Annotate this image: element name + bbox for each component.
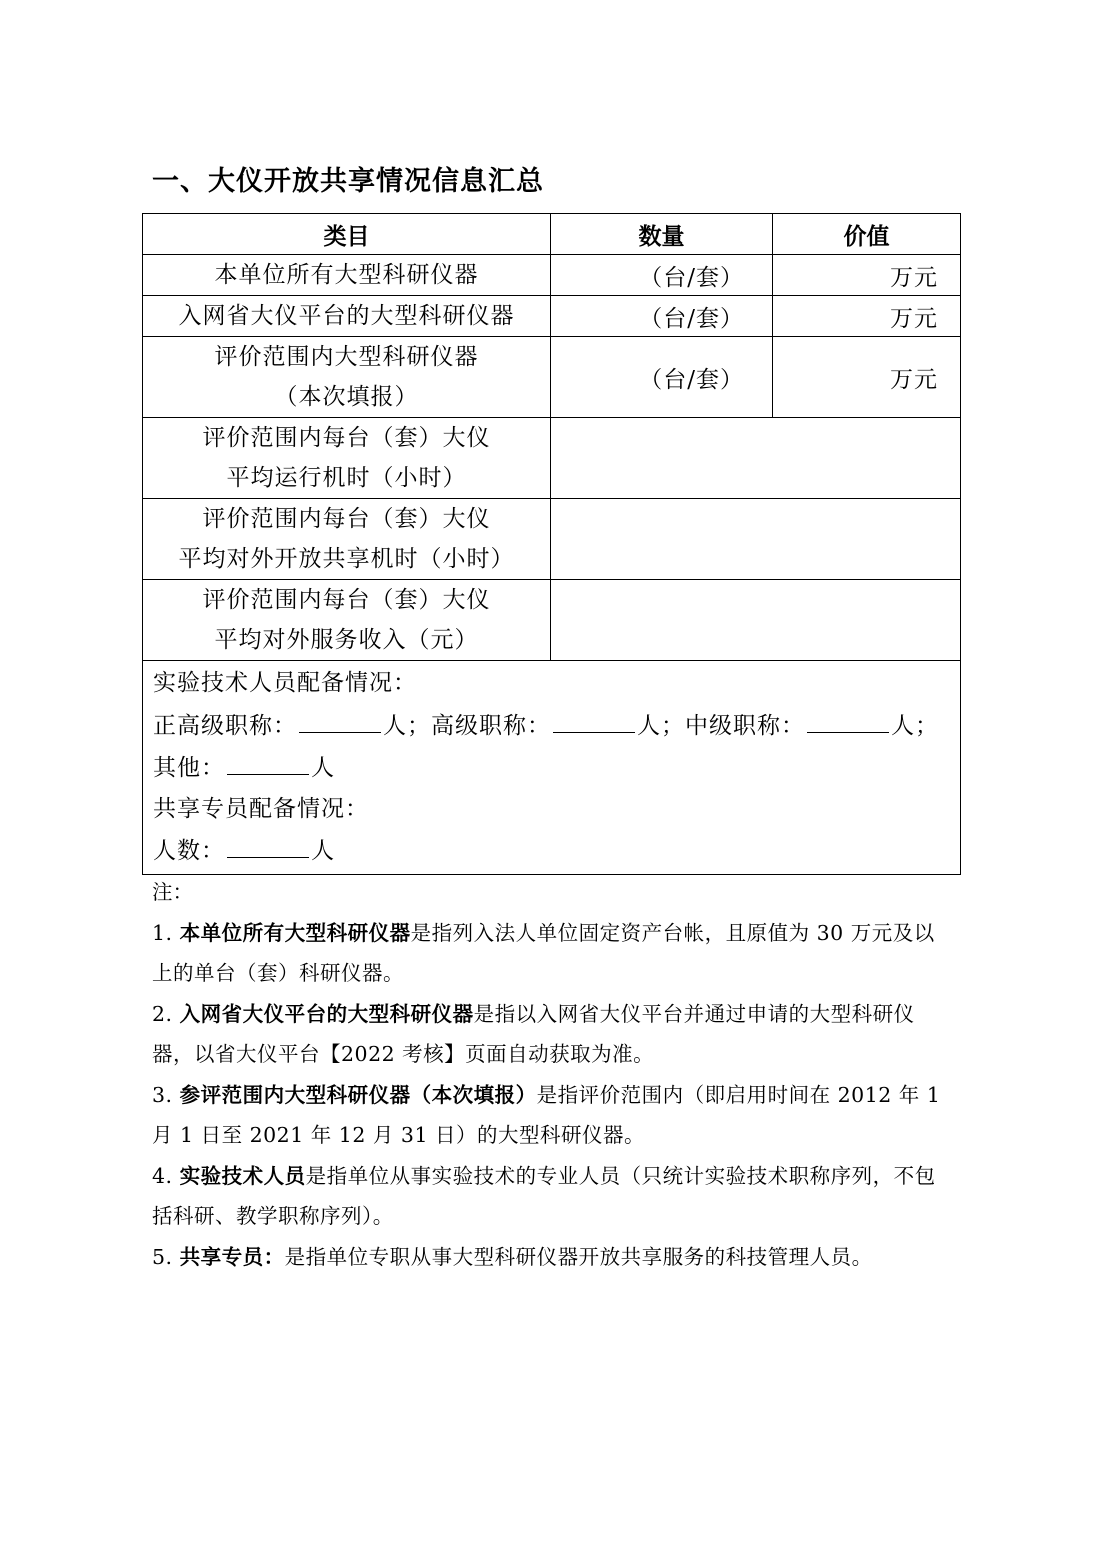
quantity-cell[interactable]: （台/套） <box>551 296 773 337</box>
row-category: 入网省大仪平台的大型科研仪器 <box>143 296 551 337</box>
title-counts-line: 正高级职称： 人；高级职称： 人；中级职称： 人； <box>153 704 950 747</box>
average-shared-hours-cell[interactable] <box>551 499 961 580</box>
staff-cell <box>143 661 961 875</box>
mid-blank[interactable] <box>807 704 889 733</box>
quantity-cell[interactable]: （台/套） <box>551 255 773 296</box>
value-cell[interactable]: 万元 <box>773 337 961 418</box>
value-cell[interactable]: 万元 <box>773 255 961 296</box>
row-category: 评价范围内每台（套）大仪 平均对外开放共享机时（小时） <box>143 499 551 580</box>
share-staff-heading: 共享专员配备情况： <box>153 795 369 822</box>
quantity-cell[interactable]: （台/套） <box>551 337 773 418</box>
staff-row <box>143 661 961 875</box>
table-header-row <box>143 214 961 255</box>
other-blank[interactable] <box>227 746 309 775</box>
table-row <box>143 296 961 337</box>
section-title: 一、大仪开放共享情况信息汇总 <box>152 166 544 197</box>
row-category: 本单位所有大型科研仪器 <box>143 255 551 296</box>
note-item: 4. 实验技术人员是指单位从事实验技术的专业人员（只统计实验技术职称序列，不包括科研、教学职称序列）。 <box>152 1163 936 1228</box>
header-quantity: 数量 <box>551 214 773 255</box>
row-category: 评价范围内每台（套）大仪 平均运行机时（小时） <box>143 418 551 499</box>
share-count-line: 人数： 人 <box>153 829 950 872</box>
notes-heading: 注： <box>152 880 193 904</box>
table-row <box>143 337 961 418</box>
tech-staff-heading: 实验技术人员配备情况： <box>153 670 417 696</box>
senior-blank[interactable] <box>553 704 635 733</box>
value-cell[interactable]: 万元 <box>773 296 961 337</box>
average-run-hours-cell[interactable] <box>551 418 961 499</box>
row-category: 评价范围内每台（套）大仪 平均对外服务收入（元） <box>143 580 551 661</box>
summary-table <box>142 213 961 875</box>
header-value: 价值 <box>773 214 961 255</box>
senior-full-blank[interactable] <box>299 704 381 733</box>
average-service-income-cell[interactable] <box>551 580 961 661</box>
table-row <box>143 418 961 499</box>
table-row <box>143 580 961 661</box>
header-category: 类目 <box>143 214 551 255</box>
note-item: 3. 参评范围内大型科研仪器（本次填报）是指评价范围内（即启用时间在 2012 年 1 月 1 日至 2021 年 12 月 31 日）的大型科研仪器。 <box>152 1082 941 1147</box>
table-row <box>143 499 961 580</box>
note-item: 1. 本单位所有大型科研仪器是指列入法人单位固定资产台帐，且原值为 30 万元及以上的单台（套）科研仪器。 <box>152 920 935 985</box>
table-row <box>143 255 961 296</box>
notes <box>152 872 952 1277</box>
share-count-blank[interactable] <box>227 829 309 858</box>
row-category: 评价范围内大型科研仪器 （本次填报） <box>143 337 551 418</box>
note-item: 2. 入网省大仪平台的大型科研仪器是指以入网省大仪平台并通过申请的大型科研仪器，以省大仪平台【2022 考核】页面自动获取为准。 <box>152 1001 915 1066</box>
note-item: 5. 共享专员：是指单位专职从事大型科研仪器开放共享服务的科技管理人员。 <box>152 1244 873 1269</box>
other-count-line: 其他： 人 <box>153 746 950 789</box>
